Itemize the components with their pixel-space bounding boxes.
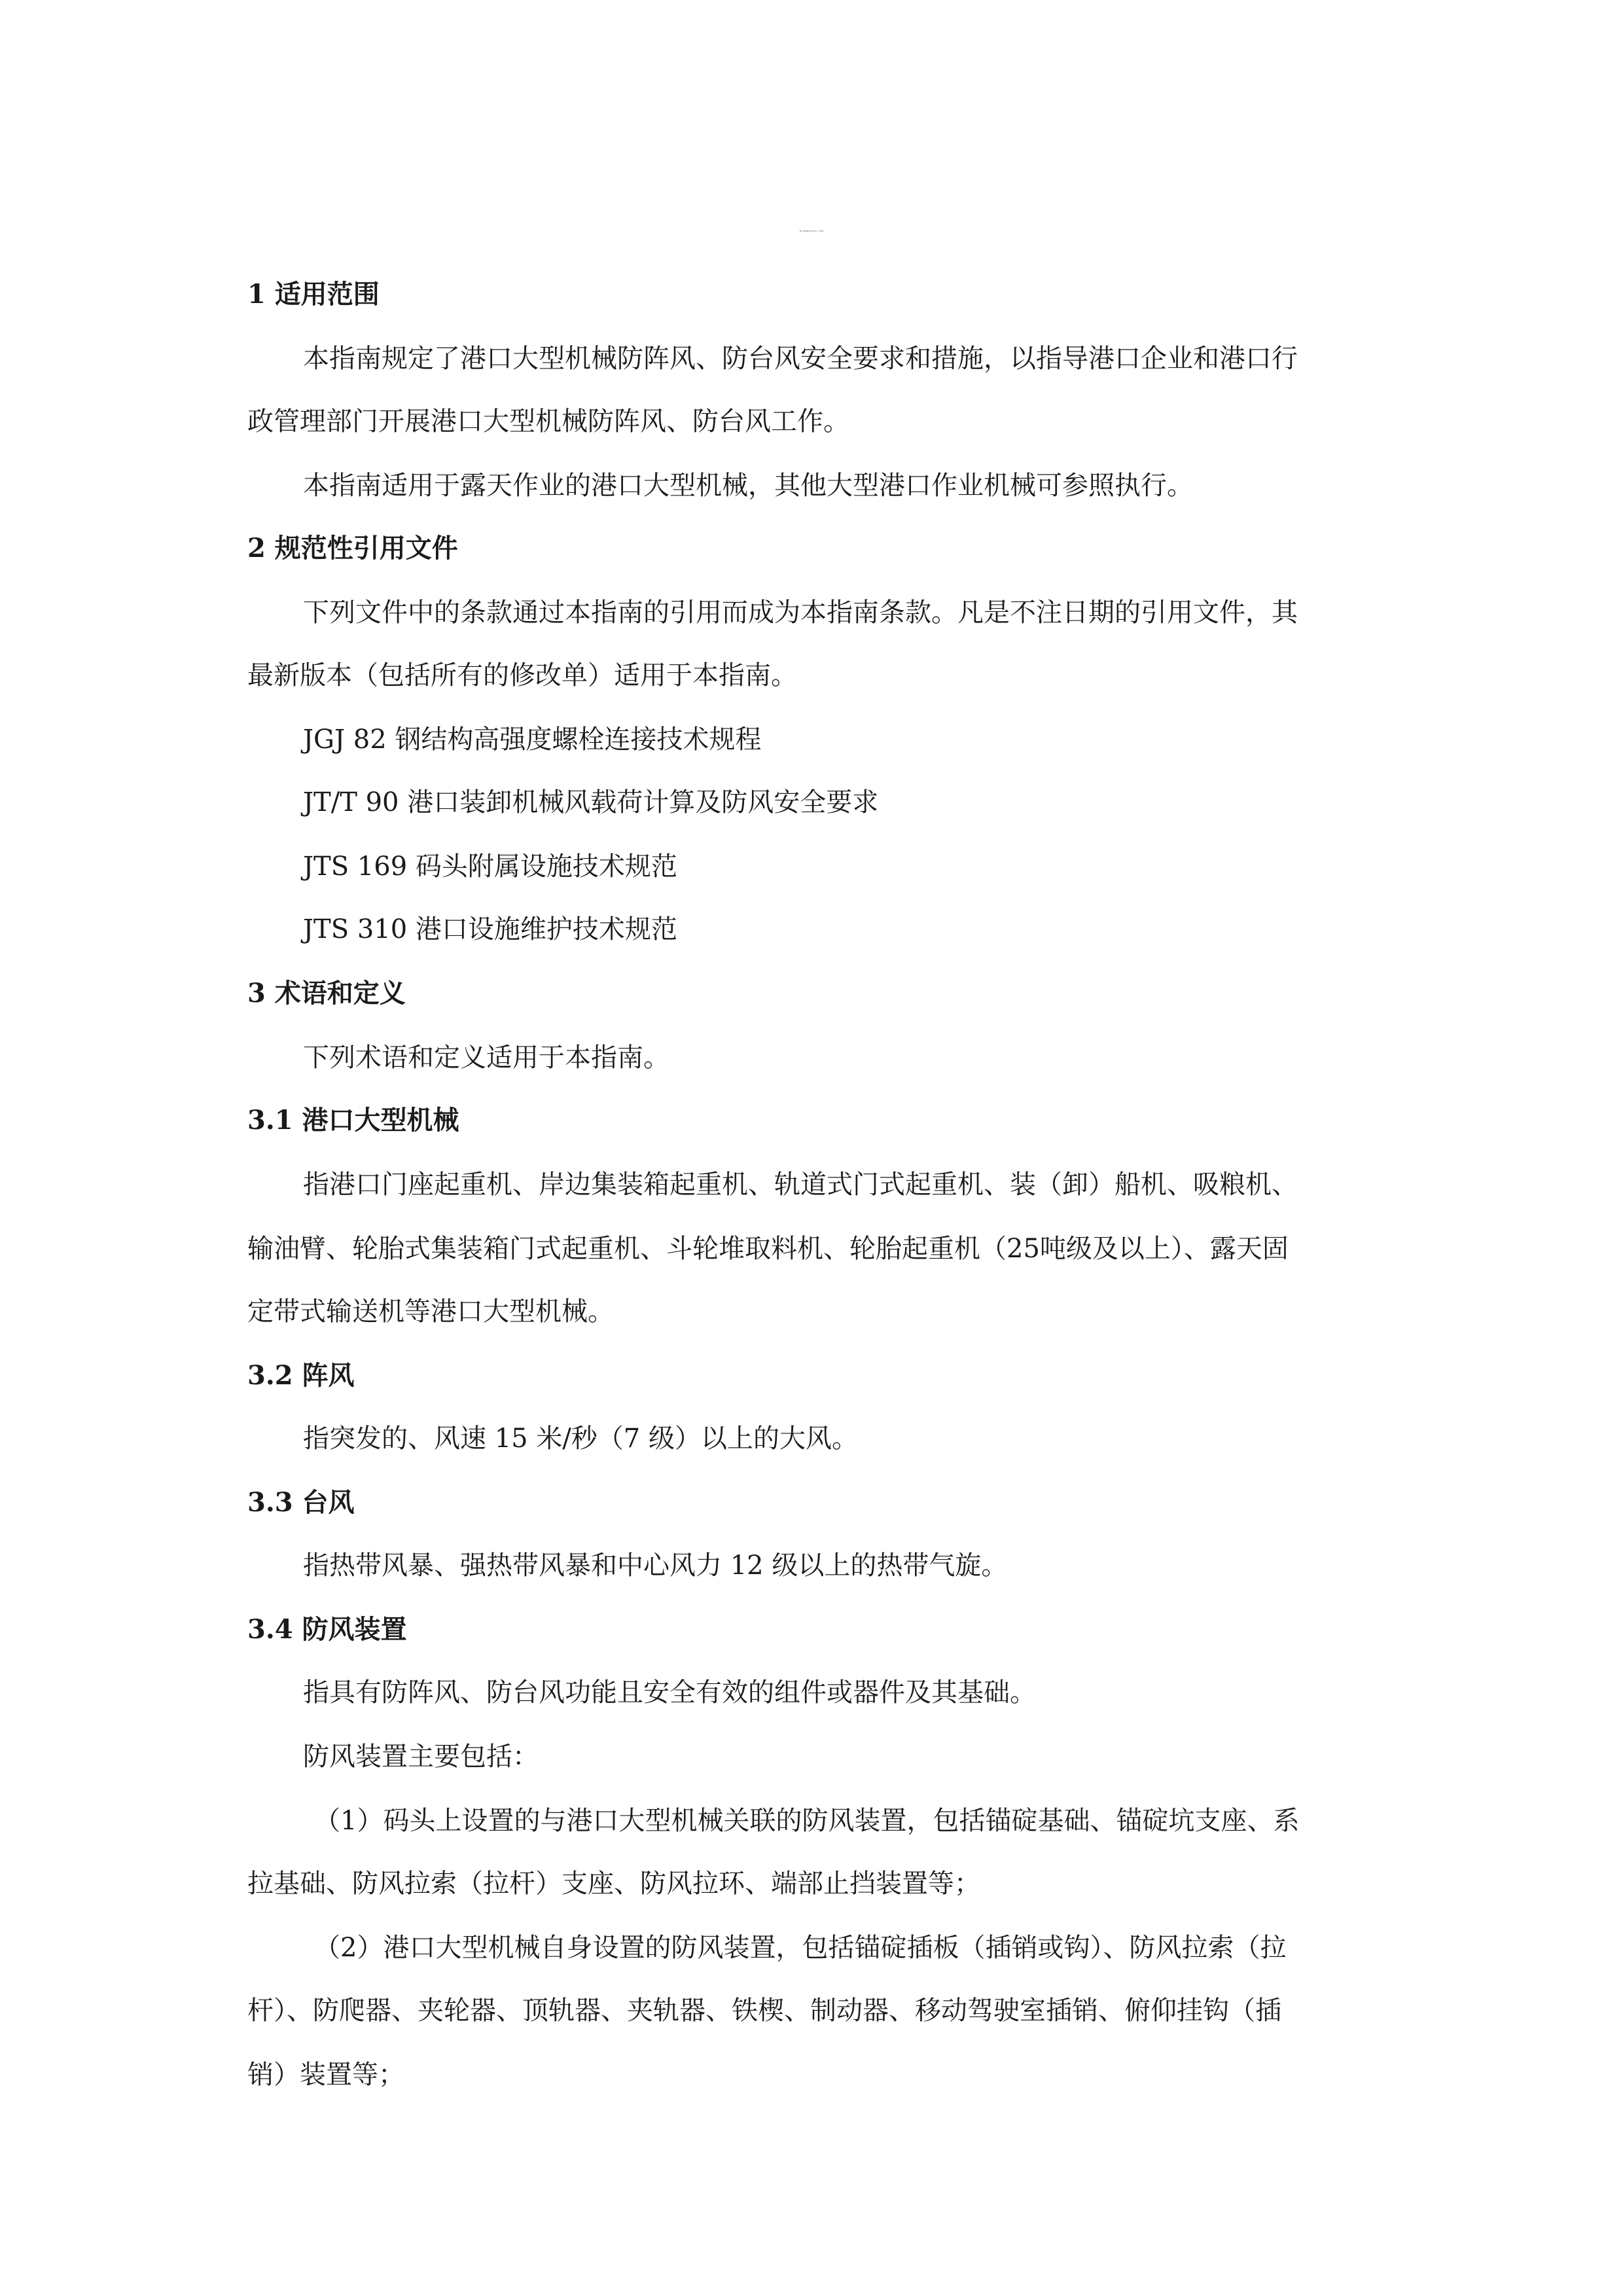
reference-item: JT/T 90 港口装卸机械风载荷计算及防风安全要求 (303, 787, 879, 817)
reference-item: JTS 310 港口设施维护技术规范 (303, 914, 677, 944)
paragraph-line: 防风装置主要包括： (303, 1742, 539, 1772)
paragraph-line: 下列术语和定义适用于本指南。 (303, 1043, 669, 1073)
paragraph-line: 指具有防阵风、防台风功能且安全有效的组件或器件及其基础。 (303, 1677, 1036, 1708)
list-item-line: （2）港口大型机械自身设置的防风装置，包括锚碇插板（插销或钩）、防风拉索（拉 (314, 1933, 1287, 1963)
page-title: 港口大型机械防阵风防台风安全工作指南 (799, 231, 823, 232)
list-item-line: 杆）、防爬器、夹轮器、顶轨器、夹轨器、铁楔、制动器、移动驾驶室插销、俯仰挂钩（插 (247, 1996, 1281, 2026)
section-heading-2: 2 规范性引用文件 (247, 533, 458, 564)
paragraph-line: 指突发的、风速 15 米/秒（7 级）以上的大风。 (303, 1424, 858, 1454)
list-item-line: 拉基础、防风拉索（拉杆）支座、防风拉环、端部止挡装置等； (247, 1869, 980, 1899)
paragraph-line: 指热带风暴、强热带风暴和中心风力 12 级以上的热带气旋。 (303, 1551, 1008, 1581)
section-heading-3-4: 3.4 防风装置 (247, 1614, 407, 1645)
paragraph-line: 下列文件中的条款通过本指南的引用而成为本指南条款。凡是不注日期的引用文件，其 (303, 598, 1298, 628)
paragraph-line: 本指南规定了港口大型机械防阵风、防台风安全要求和措施，以指导港口企业和港口行 (303, 344, 1298, 374)
section-heading-3-3: 3.3 台风 (247, 1487, 355, 1518)
section-heading-3: 3 术语和定义 (247, 978, 406, 1009)
paragraph-line: 最新版本（包括所有的修改单）适用于本指南。 (247, 660, 797, 691)
paragraph-line: 定带式输送机等港口大型机械。 (247, 1297, 614, 1327)
list-item-line: （1）码头上设置的与港口大型机械关联的防风装置，包括锚碇基础、锚碇坑支座、系 (314, 1806, 1300, 1836)
section-heading-1: 1 适用范围 (247, 279, 380, 310)
paragraph-line: 指港口门座起重机、岸边集装箱起重机、轨道式门式起重机、装（卸）船机、吸粮机、 (303, 1170, 1298, 1200)
reference-item: JTS 169 码头附属设施技术规范 (303, 852, 677, 882)
paragraph-line: 政管理部门开展港口大型机械防阵风、防台风工作。 (247, 406, 849, 437)
section-heading-3-1: 3.1 港口大型机械 (247, 1105, 459, 1136)
list-item-line: 销）装置等； (247, 2060, 404, 2090)
reference-item: JGJ 82 钢结构高强度螺栓连接技术规程 (303, 725, 762, 755)
paragraph-line: 输油臂、轮胎式集装箱门式起重机、斗轮堆取料机、轮胎起重机（25吨级及以上）、露天固 (247, 1234, 1289, 1264)
paragraph-line: 本指南适用于露天作业的港口大型机械，其他大型港口作业机械可参照执行。 (303, 471, 1193, 501)
section-heading-3-2: 3.2 阵风 (247, 1360, 355, 1391)
